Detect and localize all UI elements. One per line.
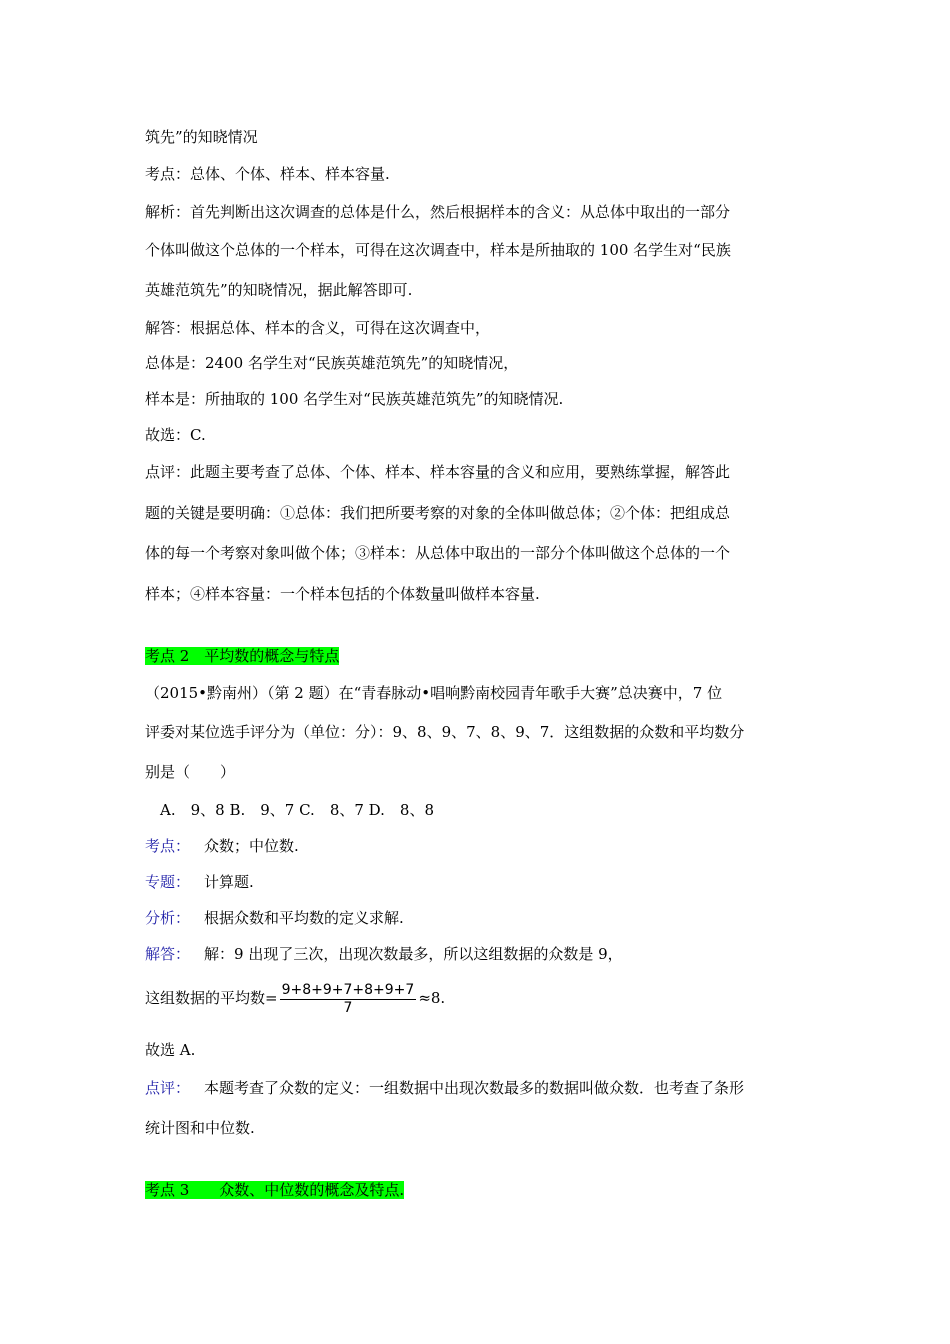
- dianping-label: 点评：: [145, 1079, 191, 1097]
- dianping-text: 本题考查了众数的定义：一组数据中出现次数最多的数据叫做众数．也考查了条形: [204, 1079, 745, 1097]
- fenxi-row: [145, 908, 404, 928]
- options-line: A. 9、8 B. 9、7 C. 8、7 D. 8、8: [160, 801, 435, 819]
- jieda-line: 总体是：2400 名学生对“民族英雄范筑先”的知晓情况，: [145, 354, 519, 372]
- answer-line: 故选 A.: [145, 1041, 196, 1059]
- jiexi-line: 个体叫做这个总体的一个样本，可得在这次调查中，样本是所抽取的 100 名学生对“民族: [145, 241, 731, 259]
- heading-highlight: 考点 3 众数、中位数的概念及特点.: [145, 1181, 405, 1199]
- dianping-line: 统计图和中位数.: [145, 1119, 255, 1137]
- answer-line: 故选：C.: [145, 426, 206, 444]
- question-line: 评委对某位选手评分为（单位：分）：9、8、9、7、8、9、7．这组数据的众数和平均数分: [145, 723, 745, 741]
- text-line: 筑先”的知晓情况: [145, 128, 258, 146]
- jiexi-line: 英雄范筑先”的知晓情况，据此解答即可.: [145, 281, 413, 299]
- question-line: 别是（ ）: [145, 763, 236, 781]
- kaodian-row: [145, 836, 299, 856]
- fraction-denominator: 7: [343, 999, 353, 1016]
- dianping-line: 体的每一个考察对象叫做个体；③样本：从总体中取出的一部分个体叫做这个总体的一个: [145, 544, 731, 562]
- zhuanti-row: [145, 872, 254, 892]
- dianping-row: [145, 1078, 744, 1098]
- jieda-line: 解答：根据总体、样本的含义，可得在这次调查中，: [145, 319, 491, 337]
- kaodian-label: 考点：: [145, 837, 191, 855]
- zhuanti-text: 计算题.: [204, 873, 254, 891]
- kaodian-text: 众数；中位数.: [204, 837, 299, 855]
- average-prefix: 这组数据的平均数=: [145, 989, 278, 1007]
- dianping-line: 样本；④样本容量：一个样本包括的个体数量叫做样本容量.: [145, 585, 540, 603]
- jieda-row: [145, 944, 623, 964]
- section-heading: [145, 1180, 404, 1200]
- jieda-label: 解答：: [145, 945, 191, 963]
- dianping-line: 点评：此题主要考查了总体、个体、样本、样本容量的含义和应用，要熟练掌握，解答此: [145, 463, 731, 481]
- jieda-text: 解：9 出现了三次，出现次数最多，所以这组数据的众数是 9，: [204, 945, 623, 963]
- question-line: （2015•黔南州）（第 2 题）在“青春脉动•唱响黔南校园青年歌手大赛”总决赛中，7 位: [145, 684, 723, 702]
- average-fraction: [280, 982, 417, 1017]
- average-formula-line: [145, 980, 445, 1017]
- jiexi-line: 解析：首先判断出这次调查的总体是什么，然后根据样本的含义：从总体中取出的一部分: [145, 203, 731, 221]
- average-suffix: ≈8.: [418, 989, 446, 1007]
- fraction-numerator: 9+8+9+7+8+9+7: [281, 981, 415, 998]
- fenxi-text: 根据众数和平均数的定义求解.: [204, 909, 404, 927]
- heading-highlight: 考点 2 平均数的概念与特点: [145, 647, 340, 665]
- dianping-line: 题的关键是要明确：①总体：我们把所要考察的对象的全体叫做总体；②个体：把组成总: [145, 504, 731, 522]
- section-heading: [145, 646, 339, 666]
- jieda-line: 样本是：所抽取的 100 名学生对“民族英雄范筑先”的知晓情况.: [145, 390, 564, 408]
- kaodian-line: 考点：总体、个体、样本、样本容量.: [145, 165, 390, 183]
- fenxi-label: 分析：: [145, 909, 191, 927]
- zhuanti-label: 专题：: [145, 873, 191, 891]
